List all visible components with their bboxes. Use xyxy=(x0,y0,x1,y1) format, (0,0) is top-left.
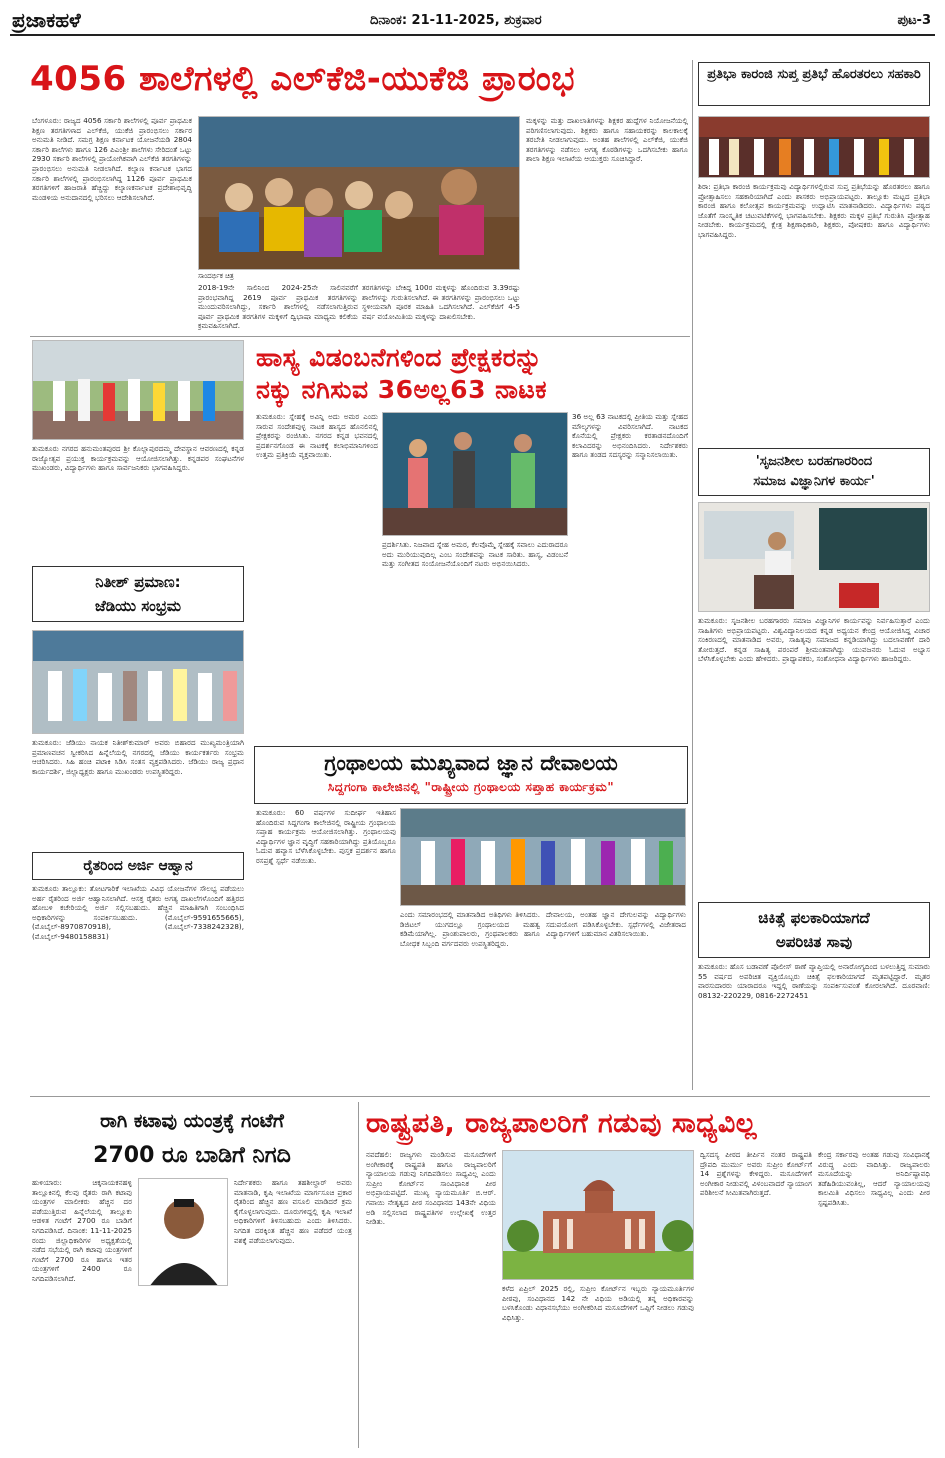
science-headline-line-1: 'ಸೃಜನಶೀಲ ಬರಹಗಾರರಿಂದ xyxy=(755,454,873,469)
bottom-column-divider xyxy=(358,1102,359,1448)
nitish-headline-line-2: ಜೆಡಿಯು ಸಂಭ್ರಮ xyxy=(95,597,181,615)
president-photo-caption: ಕಳೆದ ಏಪ್ರಿಲ್ 2025 ರಲ್ಲಿ, ಸುಪ್ರೀಂ ಕೋರ್ಟ್‌ನ ಇಬ್ಬರು ನ್ಯಾಯಮೂರ್ತಿಗಳ ಪೀಠವು, ಸಂವಿಧಾನದ 142 ನೇ ವಿಧಿಯ ಅಡಿಯಲ್ಲಿ ತನ್ನ ಅಧಿಕಾರವನ್ನು ಬಳಸಿಕೊಂಡು ವಿಧಾನಸಭೆಯು ಅಂಗೀಕರಿಸಿದ ಮಸೂದೆಗಳಿಗೆ ಒಪ್ಪಿಗೆ ನೀಡಲು ಗಡುವು ವಿಧಿಸಿತ್ತು. xyxy=(502,1284,694,1322)
lead-story-col-4: ಮಕ್ಕಳನ್ನು ಮತ್ತು ದಾಖಲಾತಿಗಳನ್ನು ಶಿಕ್ಷಕರ ಹುದ್ದೆಗಳ ನಿಯೋಜನೆಯಲ್ಲಿ ಪರಿಗಣಿಸಲಾಗುವುದು. ಶಿಕ್ಷಕರು ಹಾಗೂ ಸಹಾಯಕರನ್ನು ಕಾಲಕಾಲಕ್ಕೆ ತರಬೇತಿ ನೀಡಲಾಗುವುದು. ಅಂತಹ ಶಾಲೆಗಳಲ್ಲಿ ಎಲ್‌ಕೆಜಿ, ಯುಕೆಜಿ ತರಗತಿಗಳನ್ನು ನಡೆಸಲು ಅಗತ್ಯ ಕೊಠಡಿಗಳನ್ನು ಒದಗಿಸಬೇಕು ಹಾಗೂ ಶಾಲಾ ಶಿಕ್ಷಣ ಇಲಾಖೆಯ ಆಯುಕ್ತರು ಸೂಚಿಸಿದ್ದಾರೆ. xyxy=(526,116,688,164)
library-photo xyxy=(400,808,686,906)
supreme-court-building-image xyxy=(503,1151,694,1280)
library-col-1: ತುಮಕೂರು: 60 ವರ್ಷಗಳ ಸುದೀರ್ಘ ಇತಿಹಾಸ ಹೊಂದಿರುವ ಸಿದ್ದಗಂಗಾ ಕಾಲೇಜಿನಲ್ಲಿ ರಾಷ್ಟ್ರೀಯ ಗ್ರಂಥಾಲಯ ಸಪ್ತಾಹ ಕಾರ್ಯಕ್ರಮ ಆಯೋಜಿಸಲಾಗಿತ್ತು. ಗ್ರಂಥಾಲಯವು ವಿದ್ಯಾರ್ಥಿಗಳ ಜ್ಞಾನ ವೃದ್ಧಿಗೆ ಸಹಕಾರಿಯಾಗಿದ್ದು ಪ್ರತಿಯೊಬ್ಬರೂ ಓದುವ ಹವ್ಯಾಸ ಬೆಳೆಸಿಕೊಳ್ಳಬೇಕು. ಪುಸ್ತಕ ಪ್ರದರ್ಶನ ಹಾಗೂ ರಸಪ್ರಶ್ನೆ ಸ್ಪರ್ಧೆ ನಡೆಯಿತು. xyxy=(256,808,396,865)
official-portrait-image xyxy=(139,1179,228,1286)
stage-group-image xyxy=(699,117,930,178)
comedy-col-1: ತುಮಕೂರು: ಸ್ನೇಹಕ್ಕೆ ಅವಿನ್ನಿ ಅದು ಅಮರ ಎಂದು ಸಾರುವ ಸಂದೇಶವುಳ್ಳ ನಾಟಕ ಹಾಸ್ಯದ ಹೊನಲಿನಲ್ಲಿ ಪ್ರೇಕ್ಷಕರನ್ನು ರಂಜಿಸಿತು. ನಗರದ ಕನ್ನಡ ಭವನದಲ್ಲಿ ಪ್ರದರ್ಶನಗೊಂಡ ಈ ನಾಟಕಕ್ಕೆ ಕಲಾಭಿಮಾನಿಗಳಿಂದ ಉತ್ತಮ ಪ್ರತಿಕ್ರಿಯೆ ವ್ಯಕ್ತವಾಯಿತು. xyxy=(256,412,378,460)
row-divider xyxy=(30,336,690,337)
pratibha-headline-box xyxy=(698,62,930,106)
library-col-3: ದೇವಾಲಯ, ಅಂತಹ ಜ್ಞಾನ ದೇಗುಲವನ್ನು ವಿದ್ಯಾರ್ಥಿಗಳು ಸದುಪಯೋಗ ಪಡಿಸಿಕೊಳ್ಳಬೇಕು. ಸ್ಪರ್ಧೆಗಳಲ್ಲಿ ವಿಜೇತರಾದ ವಿದ್ಯಾರ್ಥಿಗಳಿಗೆ ಬಹುಮಾನ ವಿತರಿಸಲಾಯಿತು. xyxy=(546,910,686,939)
lead-story-photo xyxy=(198,116,520,270)
pratibha-photo xyxy=(698,116,930,178)
lead-story-col-3: ತರಗತಿಗಳನ್ನು ಬೇಕಿದ್ದ 100ರ ಮಕ್ಕಳನ್ನು ಹೊಂದಿರುವ 3.39ರಷ್ಟು ಶಾಲೆಗಳನ್ನು ಗುರುತಿಸಲಾಗಿದೆ. ಈ ತರಗತಿಗಳನ್ನು ಪ್ರಾರಂಭಿಸಲು ಒಟ್ಟು ಸ್ಥಳೀಯವಾಗಿ ಪೂರಕ ಮಾಹಿತಿ ಒದಗಿಸಲಾಗಿದೆ. ಎಲ್‌ಕೆಜಿಗೆ 4-5 ವರ್ಷ ವಯೋಮಿತಿಯ ಮಕ್ಕಳನ್ನು ದಾಖಲಿಸಬೇಕು. xyxy=(362,283,520,321)
lead-headline: 4056 ಶಾಲೆಗಳಲ್ಲಿ ಎಲ್‌ಕೆಜಿ-ಯುಕೆಜಿ ಪ್ರಾರಂಭ xyxy=(30,59,576,99)
library-event-image xyxy=(401,809,686,906)
ragi-photo xyxy=(138,1178,228,1286)
column-divider xyxy=(692,60,693,1090)
celebration-group-image xyxy=(33,631,244,734)
issue-date: ದಿನಾಂಕ: 21-11-2025, ಶುಕ್ರವಾರ xyxy=(370,13,542,28)
chikitse-body: ತುಮಕೂರು: ಹೊಸ ಬಡಾವಣೆ ಪೊಲೀಸ್ ಠಾಣೆ ವ್ಯಾಪ್ತಿಯಲ್ಲಿ ಅನಾರೋಗ್ಯದಿಂದ ಬಳಲುತ್ತಿದ್ದ ಸುಮಾರು 55 ವರ್ಷದ ಅಪರಿಚಿತ ವ್ಯಕ್ತಿಯೊಬ್ಬರು ಚಿಕಿತ್ಸೆ ಫಲಕಾರಿಯಾಗದೆ ಮೃತಪಟ್ಟಿದ್ದಾರೆ. ಮೃತರ ವಾರಸುದಾರರು ಯಾರಾದರೂ ಇದ್ದಲ್ಲಿ ಠಾಣೆಯನ್ನು ಸಂಪರ್ಕಿಸುವಂತೆ ಕೋರಲಾಗಿದೆ. ದೂರವಾಣಿ: 08132-220229, 0816-2272451 xyxy=(698,962,930,1000)
group-photo-image xyxy=(33,341,244,440)
library-col-2: ಎಂದು ಸಮಾರಂಭದಲ್ಲಿ ಮಾತನಾಡಿದ ಅತಿಥಿಗಳು ತಿಳಿಸಿದರು. ಡಿಜಿಟಲ್ ಯುಗದಲ್ಲೂ ಗ್ರಂಥಾಲಯದ ಮಹತ್ವ ಕಡಿಮೆಯಾಗಿಲ್ಲ. ಪ್ರಾಂಶುಪಾಲರು, ಗ್ರಂಥಪಾಲಕರು ಹಾಗೂ ಬೋಧಕ ಸಿಬ್ಬಂದಿ ವರ್ಗದವರು ಉಪಸ್ಥಿತರಿದ್ದರು. xyxy=(400,910,540,948)
president-col-1: ನವದೆಹಲಿ: ರಾಜ್ಯಗಳು ಮಂಡಿಸುವ ಮಸೂದೆಗಳಿಗೆ ಅಂಗೀಕಾರಕ್ಕೆ ರಾಷ್ಟ್ರಪತಿ ಹಾಗೂ ರಾಜ್ಯಪಾಲರಿಗೆ ನ್ಯಾಯಾಲಯ ಗಡುವು ನಿಗದಿಪಡಿಸಲು ಸಾಧ್ಯವಿಲ್ಲ ಎಂದು ಸುಪ್ರೀಂ ಕೋರ್ಟ್‌ನ ಸಾಂವಿಧಾನಿಕ ಪೀಠ ಅಭಿಪ್ರಾಯಪಟ್ಟಿದೆ. ಮುಖ್ಯ ನ್ಯಾಯಮೂರ್ತಿ ಬಿ.ಆರ್. ಗವಾಯಿ ನೇತೃತ್ವದ ಪೀಠ ಸಂವಿಧಾನದ 143ನೇ ವಿಧಿಯ ಅಡಿ ಸಲ್ಲಿಸಲಾದ ರಾಷ್ಟ್ರಪತಿಗಳ ಉಲ್ಲೇಖಕ್ಕೆ ಉತ್ತರ ನೀಡಿತು. xyxy=(366,1150,496,1227)
rajyotsava-caption: ತುಮಕೂರು ನಗರದ ಹನುಮಂತಪುರದ ಶ್ರೀ ಕೊಲ್ಲಾಪುರದಮ್ಮ ದೇವಸ್ಥಾನ ಆವರಣದಲ್ಲಿ ಕನ್ನಡ ರಾಜ್ಯೋತ್ಸವ ಪ್ರಯುಕ್ತ ಕಾರ್ಯಕ್ರಮವನ್ನು ಆಯೋಜಿಸಲಾಗಿತ್ತು. ಕನ್ನಡಪರ ಸಂಘಟನೆಗಳ ಮುಖಂಡರು, ವಿದ್ಯಾರ್ಥಿಗಳು ಹಾಗೂ ಸಾರ್ವಜನಿಕರು ಭಾಗವಹಿಸಿದ್ದರು. xyxy=(32,444,244,473)
lecture-speaker-image xyxy=(699,503,930,612)
nitish-headline-line-1: ನಿತೀಶ್ ಪ್ರಮಾಣ: xyxy=(95,573,181,591)
president-col-3: ದ್ವಿಸದಸ್ಯ ಪೀಠದ ತೀರ್ಪಿನ ನಂತರ ರಾಷ್ಟ್ರಪತಿ ದ್ರೌಪದಿ ಮುರ್ಮು ಅವರು ಸುಪ್ರೀಂ ಕೋರ್ಟ್‌ಗೆ 14 ಪ್ರಶ್ನೆಗಳನ್ನು ಕೇಳಿದ್ದರು. ಮಸೂದೆಗಳಿಗೆ ಅಂಗೀಕಾರ ನೀಡುವಲ್ಲಿ ವಿಳಂಬವಾದರೆ ನ್ಯಾಯಾಂಗ ಪರಿಶೀಲನೆ ಸೀಮಿತವಾಗಿರುತ್ತದೆ. xyxy=(700,1150,812,1198)
ragi-headline-line-1: ರಾಗಿ ಕಟಾವು ಯಂತ್ರಕ್ಕೆ ಗಂಟೆಗೆ xyxy=(100,1110,284,1132)
ragi-col-2: ನಿರ್ದೇಶಕರು ಹಾಗೂ ತಹಶೀಲ್ದಾರ್ ಅವರು ಮಾತನಾಡಿ, ಕೃಷಿ ಇಲಾಖೆಯ ಮಾರ್ಗಸೂಚಿ ಪ್ರಕಾರ ರೈತರಿಂದ ಹೆಚ್ಚಿನ ಹಣ ವಸೂಲಿ ಮಾಡಿದರೆ ಕ್ರಮ ಕೈಗೊಳ್ಳಲಾಗುವುದು. ದೂರುಗಳಿದ್ದಲ್ಲಿ ಕೃಷಿ ಇಲಾಖೆ ಅಧಿಕಾರಿಗಳಿಗೆ ತಿಳಿಸಬಹುದು ಎಂದು ತಿಳಿಸಿದರು. ನಿಗದಿತ ದರಕ್ಕಿಂತ ಹೆಚ್ಚಿನ ಹಣ ಪಡೆದರೆ ಯಂತ್ರ ವಶಕ್ಕೆ ಪಡೆಯಲಾಗುವುದು. xyxy=(234,1178,352,1245)
farmers-headline-box xyxy=(32,852,244,880)
comedy-col-3: 36 ಅಲ್ಲ 63 ನಾಟಕದಲ್ಲಿ ಪ್ರೀತಿಯ ಮತ್ತು ಸ್ನೇಹದ ಮೌಲ್ಯಗಳನ್ನು ವಿವರಿಸಲಾಗಿದೆ. ನಾಟಕದ ಕೊನೆಯಲ್ಲಿ ಪ್ರೇಕ್ಷಕರು ಕರತಾಡನದೊಂದಿಗೆ ಕಲಾವಿದರನ್ನು ಅಭಿನಂದಿಸಿದರು. ನಿರ್ದೇಶಕರು ಹಾಗೂ ತಂಡದ ಸದಸ್ಯರನ್ನು ಸನ್ಮಾನಿಸಲಾಯಿತು. xyxy=(572,412,688,460)
page-number: ಪುಟ-3 xyxy=(897,13,931,28)
chikitse-headline-line-2: ಅಪರಿಚಿತ ಸಾವು xyxy=(775,933,853,951)
science-photo xyxy=(698,502,930,612)
ragi-headline-line-2: 2700 ರೂ ಬಾಡಿಗೆ ನಿಗದಿ xyxy=(93,1143,291,1168)
comedy-col-2: ಪ್ರದರ್ಶಿಸಿತು. ನಿಜವಾದ ಸ್ನೇಹ ಅಮರ, ಕೆಲವೊಮ್ಮೆ ಸ್ನೇಹಕ್ಕೆ ಸವಾಲು ಎದುರಾದರೂ ಅದು ಮುರಿಯುವುದಿಲ್ಲ ಎಂಬ ಸಂದೇಶವನ್ನು ನಾಟಕ ಸಾರಿತು. ಹಾಸ್ಯ, ವಿಡಂಬನೆ ಮತ್ತು ಸಂಗೀತದ ಸಂಯೋಜನೆಯೊಂದಿಗೆ ನಟರು ಅಭಿನಯಿಸಿದರು. xyxy=(382,540,568,569)
pratibha-body: ಶಿರಾ: ಪ್ರತಿಭಾ ಕಾರಂಜಿ ಕಾರ್ಯಕ್ರಮವು ವಿದ್ಯಾರ್ಥಿಗಳಲ್ಲಿರುವ ಸುಪ್ತ ಪ್ರತಿಭೆಯನ್ನು ಹೊರತರಲು ಹಾಗೂ ಪ್ರೋತ್ಸಾಹಿಸಲು ಸಹಕಾರಿಯಾಗಿದೆ ಎಂದು ಶಾಸಕರು ಅಭಿಪ್ರಾಯಪಟ್ಟರು. ತಾಲ್ಲೂಕು ಮಟ್ಟದ ಪ್ರತಿಭಾ ಕಾರಂಜಿ ಹಾಗೂ ಕಲೋತ್ಸವ ಕಾರ್ಯಕ್ರಮವನ್ನು ಉದ್ಘಾಟಿಸಿ ಮಾತನಾಡಿದರು. ವಿದ್ಯಾರ್ಥಿಗಳು ಪಠ್ಯದ ಜೊತೆಗೆ ಸಾಂಸ್ಕೃತಿಕ ಚಟುವಟಿಕೆಗಳಲ್ಲಿ ಭಾಗವಹಿಸಬೇಕು. ಶಿಕ್ಷಕರು ಮಕ್ಕಳ ಪ್ರತಿಭೆ ಗುರುತಿಸಿ ಪ್ರೋತ್ಸಾಹ ನೀಡಬೇಕು. ಕಾರ್ಯಕ್ರಮದಲ್ಲಿ ಕ್ಷೇತ್ರ ಶಿಕ್ಷಣಾಧಿಕಾರಿ, ಶಿಕ್ಷಕರು, ಪೋಷಕರು ಹಾಗೂ ವಿದ್ಯಾರ್ಥಿಗಳು ಭಾಗವಹಿಸಿದ್ದರು. xyxy=(698,182,930,239)
pratibha-headline: ಪ್ರತಿಭಾ ಕಾರಂಜಿ ಸುಪ್ತ ಪ್ರತಿಭೆ ಹೊರತರಲು ಸಹಕಾರಿ xyxy=(707,67,921,82)
science-headline-box xyxy=(698,448,930,496)
paper-name: ಪ್ರಜಾಕಹಳೆ xyxy=(12,8,81,32)
science-headline-line-2: ಸಮಾಜ ವಿಜ್ಞಾನಿಗಳ ಕಾರ್ಯ' xyxy=(753,474,875,489)
comedy-headline-line-1: ಹಾಸ್ಯ ವಿಡಂಬನೆಗಳಿಂದ ಪ್ರೇಕ್ಷಕರನ್ನು xyxy=(256,343,543,372)
lead-story-col-1: ಬೆಂಗಳೂರು: ರಾಜ್ಯದ 4056 ಸರ್ಕಾರಿ ಶಾಲೆಗಳಲ್ಲಿ ಪೂರ್ವ ಪ್ರಾಥಮಿಕ ಶಿಕ್ಷಣ ತರಗತಿಗಳಾದ ಎಲ್‌ಕೆಜಿ, ಯುಕೆಜಿ ಪ್ರಾರಂಭಿಸಲು ಸರ್ಕಾರ ಅನುಮತಿ ನೀಡಿದೆ. ಸಮಗ್ರ ಶಿಕ್ಷಣ ಕರ್ನಾಟಕ ಯೋಜನೆಯಡಿ 2804 ಸರ್ಕಾರಿ ಶಾಲೆಗಳು ಹಾಗೂ 126 ಪಿಎಂಶ್ರೀ ಶಾಲೆಗಳು ಸೇರಿದಂತೆ ಒಟ್ಟು 2930 ಸರ್ಕಾರಿ ಶಾಲೆಗಳಲ್ಲಿ ಪ್ರಾಯೋಗಿಕವಾಗಿ ಎಲ್‌ಕೆಜಿ ತರಗತಿಗಳನ್ನು ಪ್ರಾರಂಭಿಸಲು ಅನುಮತಿ ನೀಡಲಾಗಿದೆ. ಕಲ್ಯಾಣ ಕರ್ನಾಟಕ ಭಾಗದ ಸರ್ಕಾರಿ ಶಾಲೆಗಳಲ್ಲಿ ಪ್ರಾರಂಭಿಸಲಾಗಿದ್ದ 1126 ಪೂರ್ವ ಪ್ರಾಥಮಿಕ ತರಗತಿಗಳಿಗೆ ಹಾಜರಾತಿ ಹೆಚ್ಚಿದ್ದು ಕಲ್ಯಾಣಕರ್ನಾಟಕ ಪ್ರದೇಶಾಭಿವೃದ್ಧಿ ಮಂಡಳಿಯ ಅನುದಾನದಲ್ಲಿ ಭರಿಸಲು ಆದೇಶಿಸಲಾಗಿದೆ. xyxy=(32,116,192,202)
row-divider-bottom xyxy=(30,1096,930,1097)
masthead xyxy=(10,6,935,36)
chikitse-headline-box xyxy=(698,902,930,958)
library-headline: ಗ್ರಂಥಾಲಯ ಮುಖ್ಯವಾದ ಜ್ಞಾನ ದೇವಾಲಯ xyxy=(324,751,618,775)
pratibha-body-continued xyxy=(698,336,930,428)
nitish-photo xyxy=(32,630,244,734)
stage-actors-image xyxy=(383,413,568,536)
science-body: ತುಮಕೂರು: ಸೃಜನಶೀಲ ಬರಹಗಾರರು ಸಮಾಜ ವಿಜ್ಞಾನಿಗಳ ಕಾರ್ಯವನ್ನು ನಿರ್ವಹಿಸುತ್ತಾರೆ ಎಂದು ಸಾಹಿತಿಗಳು ಅಭಿಪ್ರಾಯಪಟ್ಟರು. ವಿಶ್ವವಿದ್ಯಾನಿಲಯದ ಕನ್ನಡ ಅಧ್ಯಯನ ಕೇಂದ್ರ ಆಯೋಜಿಸಿದ್ದ ವಿಚಾರ ಸಂಕಿರಣದಲ್ಲಿ ಮಾತನಾಡಿದ ಅವರು, ಸಾಹಿತ್ಯವು ಸಮಾಜದ ಕನ್ನಡಿಯಾಗಿದ್ದು ಬದಲಾವಣೆಗೆ ದಾರಿ ತೋರುತ್ತದೆ. ಕನ್ನಡ ಸಾಹಿತ್ಯ ಪರಂಪರೆ ಶ್ರೀಮಂತವಾಗಿದ್ದು ಯುವಜನರು ಓದುವ ಅಭ್ಯಾಸ ಬೆಳೆಸಿಕೊಳ್ಳಬೇಕು ಎಂದು ಹೇಳಿದರು. ಪ್ರಾಧ್ಯಾಪಕರು, ಸಂಶೋಧನಾ ವಿದ್ಯಾರ್ಥಿಗಳು ಹಾಜರಿದ್ದರು. xyxy=(698,616,930,664)
farmers-body: ತುಮಕೂರು ತಾಲ್ಲೂಕು: ತೋಟಗಾರಿಕೆ ಇಲಾಖೆಯ ವಿವಿಧ ಯೋಜನೆಗಳ ಸೌಲಭ್ಯ ಪಡೆಯಲು ಅರ್ಹ ರೈತರಿಂದ ಅರ್ಜಿ ಆಹ್ವಾನಿಸಲಾಗಿದೆ. ಆಸಕ್ತ ರೈತರು ಅಗತ್ಯ ದಾಖಲೆಗಳೊಂದಿಗೆ ಹತ್ತಿರದ ಹೋಬಳಿ ಕಚೇರಿಯಲ್ಲಿ ಅರ್ಜಿ ಸಲ್ಲಿಸಬಹುದು. ಹೆಚ್ಚಿನ ಮಾಹಿತಿಗಾಗಿ ಸಂಬಂಧಿಸಿದ ಅಧಿಕಾರಿಗಳನ್ನು ಸಂಪರ್ಕಿಸಬಹುದು. (ಮೊಬೈಲ್-9591655665), (ಮೊಬೈಲ್-8970870918), (ಮೊಬೈಲ್-7338242328), (ಮೊಬೈಲ್-9480158831) xyxy=(32,884,244,941)
nitish-headline-box xyxy=(32,566,244,622)
supreme-court-photo xyxy=(502,1150,694,1280)
president-headline: ರಾಷ್ಟ್ರಪತಿ, ರಾಜ್ಯಪಾಲರಿಗೆ ಗಡುವು ಸಾಧ್ಯವಿಲ್ಲ xyxy=(366,1108,758,1139)
lead-photo-caption: ಸಾಂದರ್ಭಿಕ ಚಿತ್ರ xyxy=(198,272,234,280)
president-col-4: ಕೇಂದ್ರ ಸರ್ಕಾರವು ಅಂತಹ ಗಡುವು ಸಂವಿಧಾನಕ್ಕೆ ವಿರುದ್ಧ ಎಂದು ವಾದಿಸಿತ್ತು. ರಾಜ್ಯಪಾಲರು ಮಸೂದೆಯನ್ನು ಅನಿರ್ದಿಷ್ಟಾವಧಿ ತಡೆಹಿಡಿಯುವಂತಿಲ್ಲ, ಆದರೆ ನ್ಯಾಯಾಲಯವು ಕಾಲಮಿತಿ ವಿಧಿಸಲು ಸಾಧ್ಯವಿಲ್ಲ ಎಂದು ಪೀಠ ಸ್ಪಷ್ಟಪಡಿಸಿತು. xyxy=(818,1150,930,1207)
comedy-headline-line-2: ನಕ್ಕು ನಗಿಸುವ 36ಅಲ್ಲ63 ನಾಟಕ xyxy=(256,375,547,404)
nitish-body: ತುಮಕೂರು: ಜೆಡಿಯು ನಾಯಕ ನಿತೀಶ್‌ಕುಮಾರ್ ಅವರು ಬಿಹಾರದ ಮುಖ್ಯಮಂತ್ರಿಯಾಗಿ ಪ್ರಮಾಣವಚನ ಸ್ವೀಕರಿಸಿದ ಹಿನ್ನೆಲೆಯಲ್ಲಿ ನಗರದಲ್ಲಿ ಜೆಡಿಯು ಕಾರ್ಯಕರ್ತರು ಸಂಭ್ರಮ ಆಚರಿಸಿದರು. ಸಿಹಿ ಹಂಚಿ ಪಟಾಕಿ ಸಿಡಿಸಿ ಸಂತಸ ವ್ಯಕ್ತಪಡಿಸಿದರು. ಜೆಡಿಯು ರಾಜ್ಯ ಪ್ರಧಾನ ಕಾರ್ಯದರ್ಶಿ, ಜಿಲ್ಲಾಧ್ಯಕ್ಷರು ಹಾಗೂ ಮುಖಂಡರು ಉಪಸ್ಥಿತರಿದ್ದರು. xyxy=(32,738,244,776)
library-subheadline: ಸಿದ್ದಗಂಗಾ ಕಾಲೇಜಿನಲ್ಲಿ "ರಾಷ್ಟ್ರೀಯ ಗ್ರಂಥಾಲಯ ಸಪ್ತಾಹ ಕಾರ್ಯಕ್ರಮ" xyxy=(327,780,615,794)
chikitse-headline-line-1: ಚಿಕಿತ್ಸೆ ಫಲಕಾರಿಯಾಗದೆ xyxy=(758,909,870,927)
comedy-photo xyxy=(382,412,568,536)
farmers-headline: ರೈತರಿಂದ ಅರ್ಜಿ ಆಹ್ವಾನ xyxy=(83,858,193,874)
ragi-col-1: ಹುಳಿಯಾರು: ಚಿಕ್ಕನಾಯಕನಹಳ್ಳಿ ತಾಲ್ಲೂಕಿನಲ್ಲಿ ಕೆಲವು ರೈತರು ರಾಗಿ ಕಟಾವು ಯಂತ್ರಗಳ ಮಾಲೀಕರು ಹೆಚ್ಚಿನ ದರ ಪಡೆಯುತ್ತಿರುವ ಹಿನ್ನೆಲೆಯಲ್ಲಿ ತಾಲ್ಲೂಕು ಆಡಳಿತ ಗಂಟೆಗೆ 2700 ರೂ ಬಾಡಿಗೆ ನಿಗದಿಪಡಿಸಿದೆ. ದಿನಾಂಕ: 11-11-2025 ರಂದು ಜಿಲ್ಲಾಧಿಕಾರಿಗಳ ಅಧ್ಯಕ್ಷತೆಯಲ್ಲಿ ನಡೆದ ಸಭೆಯಲ್ಲಿ ರಾಗಿ ಕಟಾವು ಯಂತ್ರಗಳಿಗೆ ಗಂಟೆಗೆ 2700 ರೂ ಹಾಗೂ ಇತರ ಯಂತ್ರಗಳಿಗೆ 2400 ರೂ ನಿಗದಿಪಡಿಸಲಾಗಿದೆ. xyxy=(32,1178,132,1283)
classroom-photo-image xyxy=(199,117,520,270)
rajyotsava-photo xyxy=(32,340,244,440)
lead-story-col-2: 2018-19ನೇ ಸಾಲಿನಿಂದ 2024-25ನೇ ಸಾಲಿನವರೆಗೆ ಪ್ರಾರಂಭವಾಗಿದ್ದ 2619 ಪೂರ್ವ ಪ್ರಾಥಮಿಕ ತರಗತಿಗಳನ್ನು ಮುಂದುವರಿಸಲಾಗಿದ್ದು, ಸರ್ಕಾರಿ ಶಾಲೆಗಳಲ್ಲಿ ನಡೆಸಲಾಗುತ್ತಿರುವ ಪೂರ್ವ ಪ್ರಾಥಮಿಕ ತರಗತಿಗಳ ಮಕ್ಕಳಿಗೆ ದ್ವಿಭಾಷಾ ಮಾಧ್ಯಮ ಕಲಿಕೆಯ ಕ್ರಮವಹಿಸಲಾಗಿದೆ. xyxy=(198,283,358,331)
library-headline-box xyxy=(254,746,688,804)
